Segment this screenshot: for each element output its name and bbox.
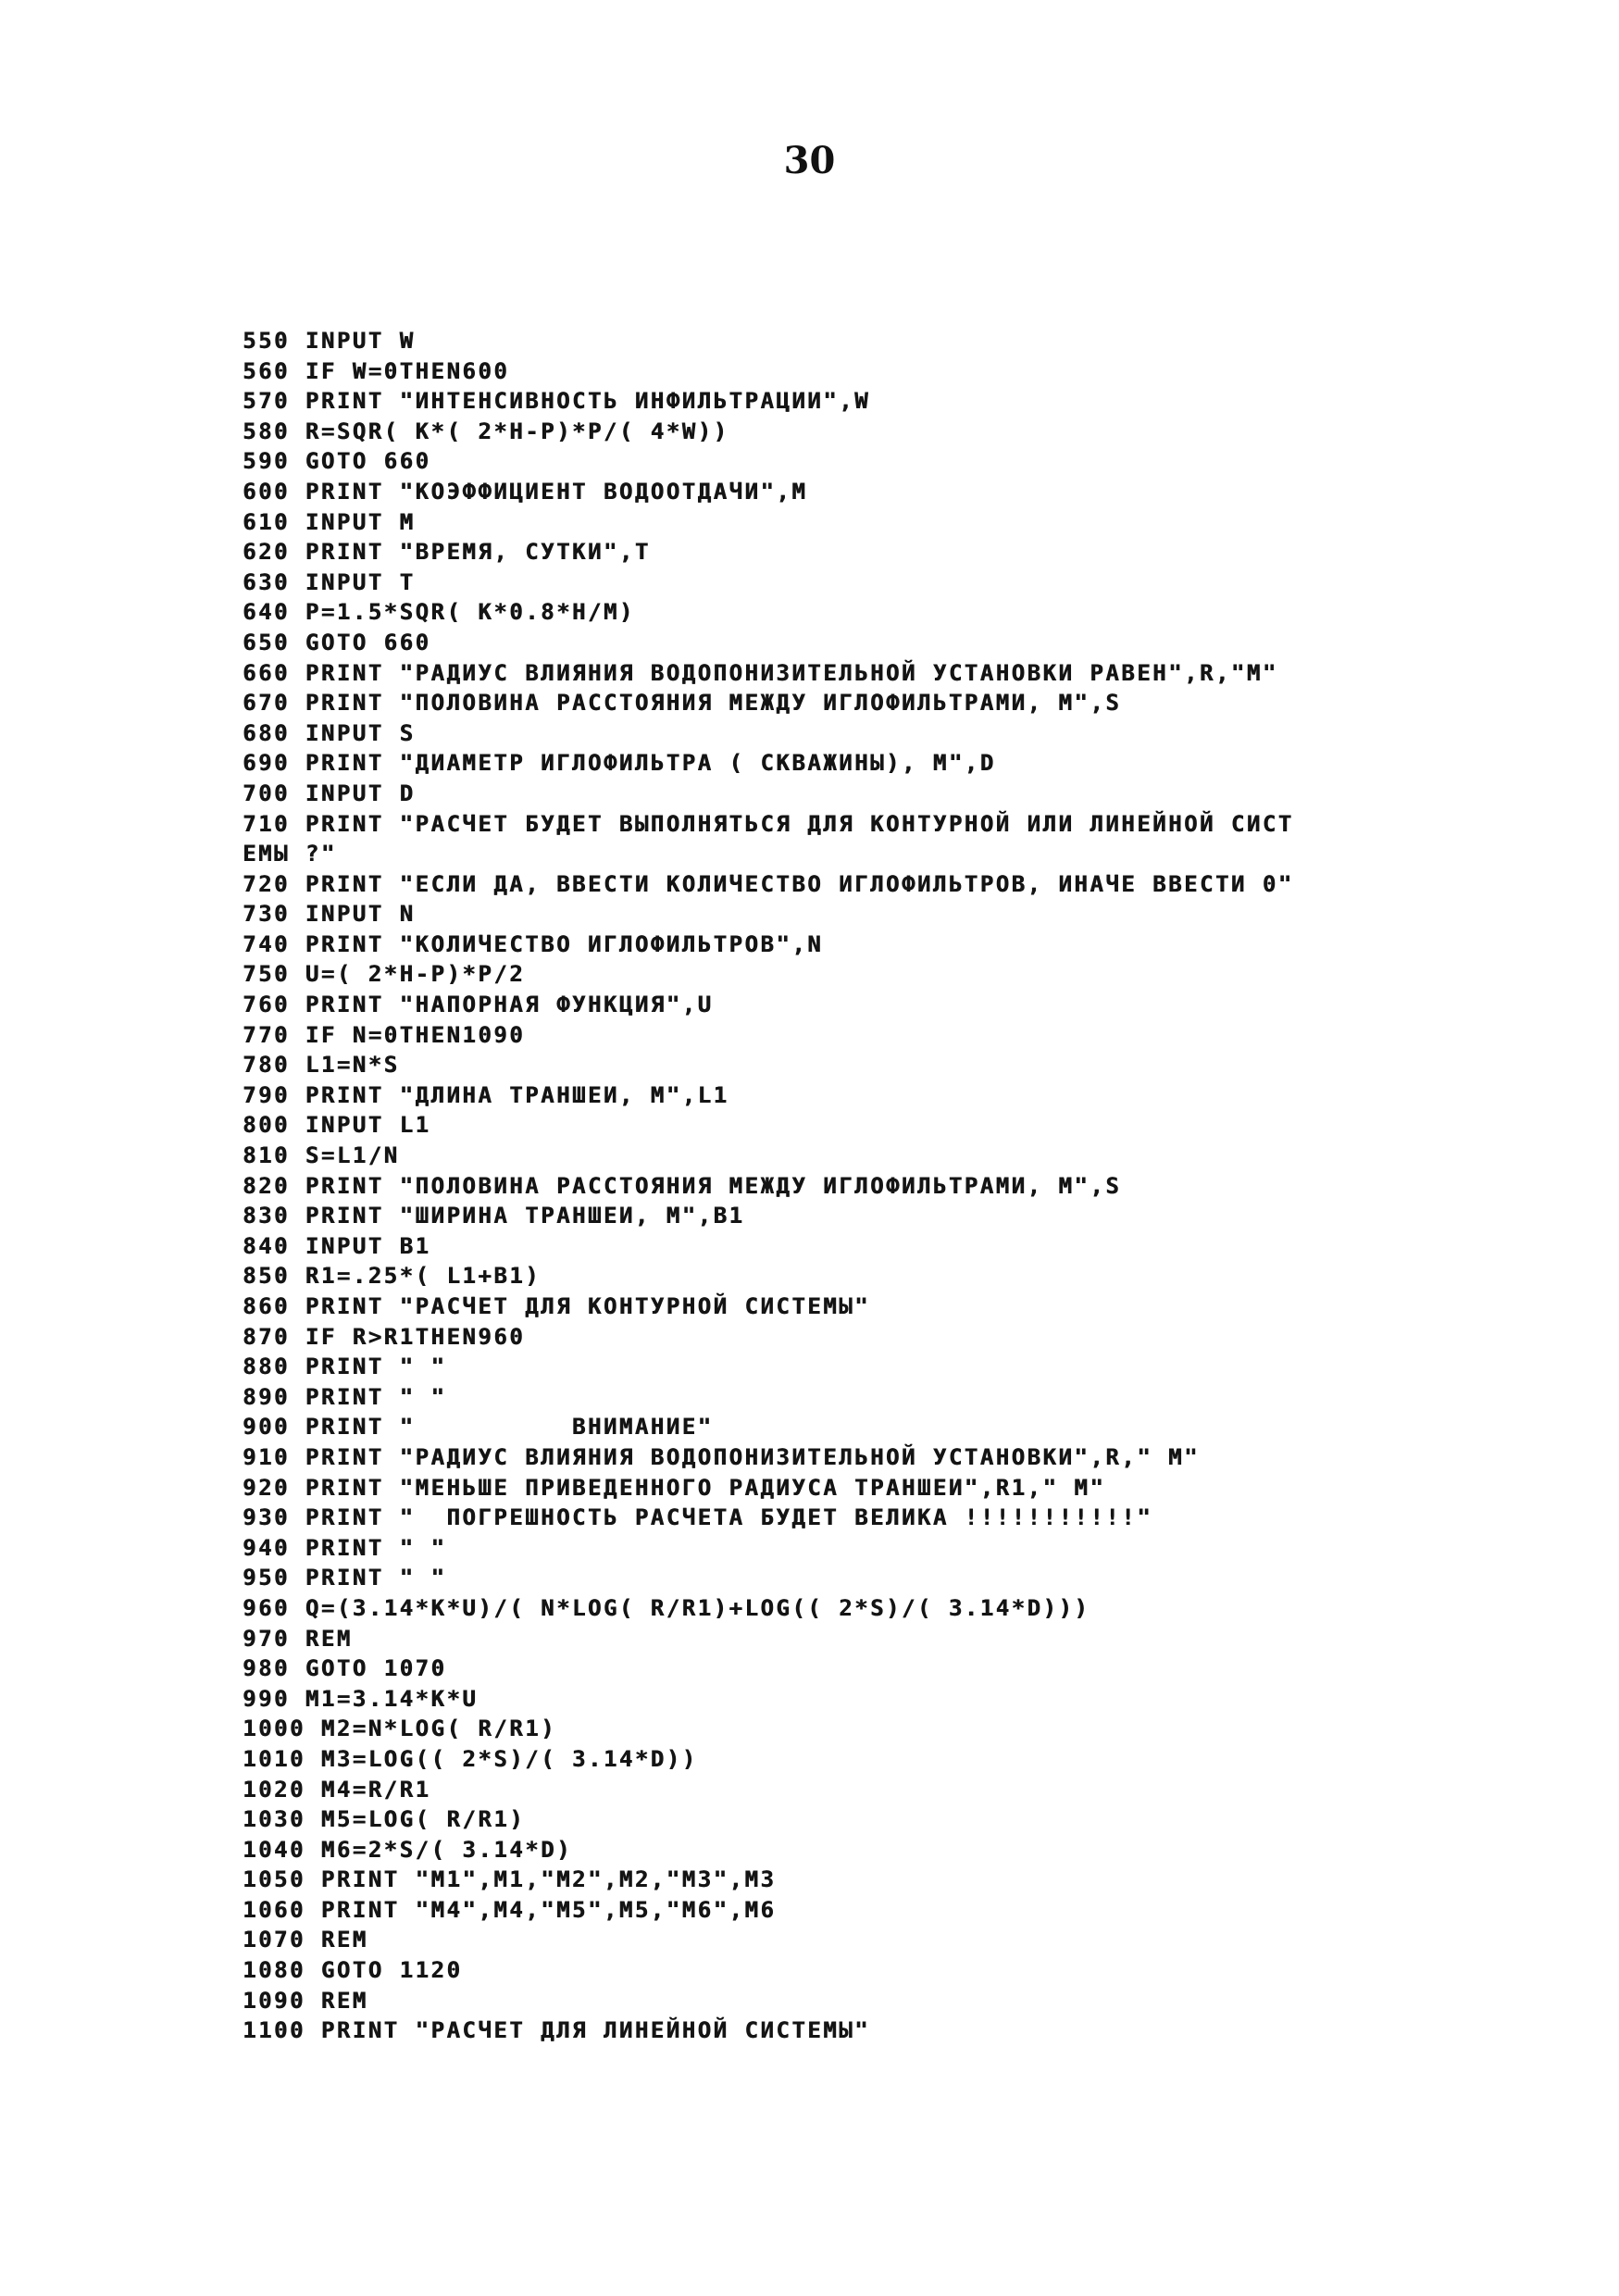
code-line: 590 GOTO 660 xyxy=(243,448,431,475)
code-line: 770 IF N=0THEN1090 xyxy=(243,1021,526,1048)
code-line: 1010 M3=LOG(( 2*S)/( 3.14*D)) xyxy=(243,1745,698,1772)
code-line: 660 PRINT "РАДИУС ВЛИЯНИЯ ВОДОПОНИЗИТЕЛЬНОЙ УСТАНОВКИ РАВЕН",R,"M" xyxy=(243,659,1278,686)
code-line: 720 PRINT "ЕСЛИ ДА, ВВЕСТИ КОЛИЧЕСТВО ИГЛОФИЛЬТРОВ, ИНАЧЕ ВВЕСТИ 0" xyxy=(243,870,1294,897)
basic-program-listing xyxy=(243,326,1483,2046)
code-line: 940 PRINT " " xyxy=(243,1534,447,1561)
code-line: 1080 GOTO 1120 xyxy=(243,1957,463,1984)
code-line: 740 PRINT "КОЛИЧЕСТВО ИГЛОФИЛЬТРОВ",N xyxy=(243,930,824,957)
code-line: 1070 REM xyxy=(243,1927,368,1953)
code-line: 830 PRINT "ШИРИНА ТРАНШЕИ, M",B1 xyxy=(243,1203,745,1229)
code-line: 630 INPUT T xyxy=(243,568,416,595)
code-line: 640 P=1.5*SQR( K*0.8*H/M) xyxy=(243,599,635,626)
code-line: 550 INPUT W xyxy=(243,328,416,354)
code-line: 610 INPUT M xyxy=(243,508,416,535)
code-line: 810 S=L1/N xyxy=(243,1142,400,1169)
code-line: 600 PRINT "КОЭФФИЦИЕНТ ВОДООТДАЧИ",M xyxy=(243,478,808,505)
code-line: 1050 PRINT "M1",M1,"M2",M2,"M3",M3 xyxy=(243,1866,777,1893)
code-line: 920 PRINT "МЕНЬШЕ ПРИВЕДЕННОГО РАДИУСА ТРАНШЕИ",R1," M" xyxy=(243,1474,1106,1501)
code-line: 790 PRINT "ДЛИНА ТРАНШЕИ, M",L1 xyxy=(243,1081,729,1108)
code-line: 960 Q=(3.14*K*U)/( N*LOG( R/R1)+LOG(( 2*S)/( 3.14*D))) xyxy=(243,1594,1090,1621)
code-line: 900 PRINT " ВНИМАНИЕ" xyxy=(243,1414,714,1441)
code-line: 840 INPUT B1 xyxy=(243,1232,431,1259)
code-line: 1060 PRINT "M4",M4,"M5",M5,"M6",M6 xyxy=(243,1896,777,1923)
code-line: 870 IF R>R1THEN960 xyxy=(243,1323,526,1350)
code-line: 690 PRINT "ДИАМЕТР ИГЛОФИЛЬТРА ( СКВАЖИНЫ), M",D xyxy=(243,750,996,777)
code-line: 780 L1=N*S xyxy=(243,1052,400,1079)
code-line: ЕМЫ ?" xyxy=(243,841,337,867)
code-line: 800 INPUT L1 xyxy=(243,1112,431,1139)
code-line: 560 IF W=0THEN600 xyxy=(243,357,510,384)
code-line: 970 REM xyxy=(243,1625,353,1652)
code-line: 1030 M5=LOG( R/R1) xyxy=(243,1806,526,1833)
code-line: 700 INPUT D xyxy=(243,780,416,806)
code-line: 980 GOTO 1070 xyxy=(243,1655,447,1682)
code-line: 580 R=SQR( K*( 2*H-P)*P/( 4*W)) xyxy=(243,418,729,444)
code-line: 850 R1=.25*( L1+B1) xyxy=(243,1263,542,1290)
code-line: 680 INPUT S xyxy=(243,719,416,746)
code-line: 1090 REM xyxy=(243,1987,368,2014)
code-line: 820 PRINT "ПОЛОВИНА РАССТОЯНИЯ МЕЖДУ ИГЛОФИЛЬТРАМИ, M",S xyxy=(243,1172,1122,1199)
code-line: 930 PRINT " ПОГРЕШНОСТЬ РАСЧЕТА БУДЕТ ВЕЛИКА !!!!!!!!!!!" xyxy=(243,1504,1153,1531)
code-line: 1020 M4=R/R1 xyxy=(243,1776,431,1803)
page-number: 30 xyxy=(783,139,836,182)
code-line: 670 PRINT "ПОЛОВИНА РАССТОЯНИЯ МЕЖДУ ИГЛОФИЛЬТРАМИ, M",S xyxy=(243,690,1122,717)
code-line: 880 PRINT " " xyxy=(243,1354,447,1380)
code-line: 760 PRINT "НАПОРНАЯ ФУНКЦИЯ",U xyxy=(243,992,714,1018)
code-line: 1000 M2=N*LOG( R/R1) xyxy=(243,1716,556,1742)
code-line: 910 PRINT "РАДИУС ВЛИЯНИЯ ВОДОПОНИЗИТЕЛЬНОЙ УСТАНОВКИ",R," M" xyxy=(243,1443,1200,1470)
code-line: 860 PRINT "РАСЧЕТ ДЛЯ КОНТУРНОЙ СИСТЕМЫ" xyxy=(243,1293,870,1319)
code-line: 620 PRINT "ВРЕМЯ, СУТКИ",T xyxy=(243,539,651,566)
code-line: 1100 PRINT "РАСЧЕТ ДЛЯ ЛИНЕЙНОЙ СИСТЕМЫ" xyxy=(243,2017,870,2044)
code-line: 890 PRINT " " xyxy=(243,1383,447,1410)
code-line: 990 M1=3.14*K*U xyxy=(243,1685,479,1712)
code-line: 730 INPUT N xyxy=(243,901,416,928)
code-line: 950 PRINT " " xyxy=(243,1565,447,1591)
code-line: 1040 M6=2*S/( 3.14*D) xyxy=(243,1836,572,1863)
code-line: 650 GOTO 660 xyxy=(243,629,431,655)
code-line: 710 PRINT "РАСЧЕТ БУДЕТ ВЫПОЛНЯТЬСЯ ДЛЯ КОНТУРНОЙ ИЛИ ЛИНЕЙНОЙ СИСТ xyxy=(243,810,1294,837)
code-line: 750 U=( 2*H-P)*P/2 xyxy=(243,961,526,988)
code-line: 570 PRINT "ИНТЕНСИВНОСТЬ ИНФИЛЬТРАЦИИ",W xyxy=(243,388,870,415)
